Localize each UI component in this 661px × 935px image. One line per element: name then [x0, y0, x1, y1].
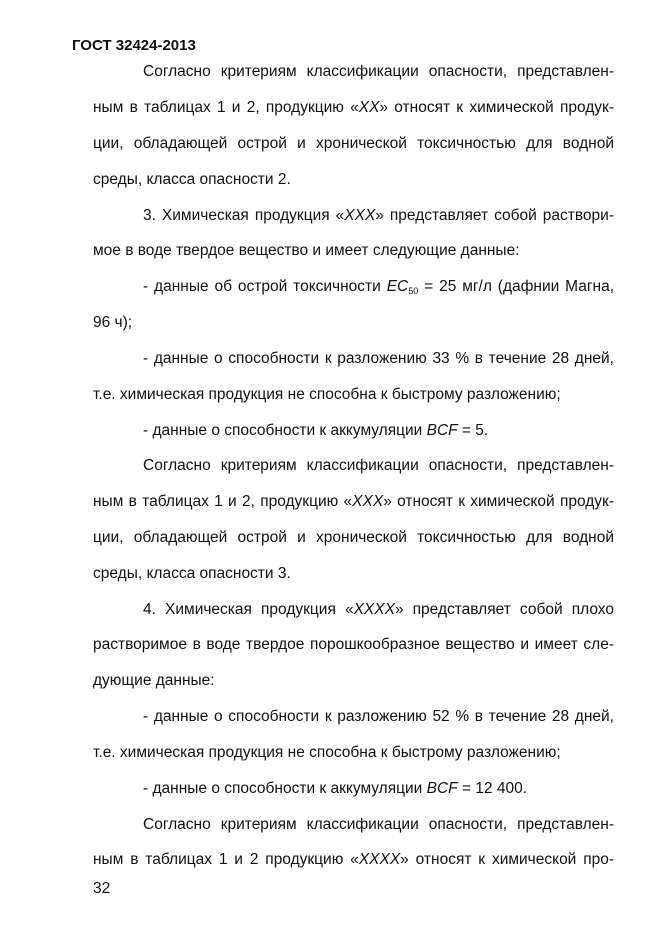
text-line: 4. Химическая продукция «XXXX» представляет собой плохо: [143, 601, 614, 618]
text-line: 3. Химическая продукция «XXX» представляет собой раствори-: [143, 207, 614, 224]
text-line: среды, класса опасности 3.: [93, 565, 291, 582]
text-line: т.е. химическая продукция не способна к быстрому разложению;: [93, 744, 561, 761]
text-line: Согласно критериям классификации опасности, представлен-: [143, 816, 614, 833]
text-line: ции, обладающей острой и хронической токсичностью для водной: [93, 529, 614, 546]
text-line: ным в таблицах 1 и 2, продукцию «XX» относят к химической продук-: [93, 99, 614, 116]
text-line: ным в таблицах 1 и 2, продукцию «XXX» относят к химической продук-: [93, 493, 614, 510]
text-line: - данные о способности к разложению 52 % в течение 28 дней,: [143, 708, 614, 725]
text-line: мое в воде твердое вещество и имеет следующие данные:: [93, 242, 520, 259]
document-header: ГОСТ 32424-2013: [72, 37, 196, 54]
text-line: среды, класса опасности 2.: [93, 171, 291, 188]
text-line: - данные о способности к разложению 33 % в течение 28 дней,: [143, 350, 614, 367]
text-line: Согласно критериям классификации опасности, представлен-: [143, 457, 614, 474]
text-line: 96 ч);: [93, 314, 133, 331]
text-line: ции, обладающей острой и хронической токсичностью для водной: [93, 135, 614, 152]
text-line: - данные о способности к аккумуляции BCF = 5.: [143, 422, 489, 439]
text-line: ным в таблицах 1 и 2 продукцию «XXXX» относят к химической про-: [93, 851, 614, 868]
text-line: растворимое в воде твердое порошкообразное вещество и имеет сле-: [93, 636, 614, 653]
text-line: Согласно критериям классификации опасности, представлен-: [143, 63, 614, 80]
text-line: - данные об острой токсичности $EC_{50} = 25$ мг/л (дафнии Магна,: [143, 278, 614, 296]
text-line: т.е. химическая продукция не способна к быстрому разложению;: [93, 386, 561, 403]
page-number: 32: [93, 880, 111, 897]
text-line: - данные о способности к аккумуляции BCF = 12 400.: [143, 780, 528, 797]
text-line: дующие данные:: [93, 672, 215, 689]
